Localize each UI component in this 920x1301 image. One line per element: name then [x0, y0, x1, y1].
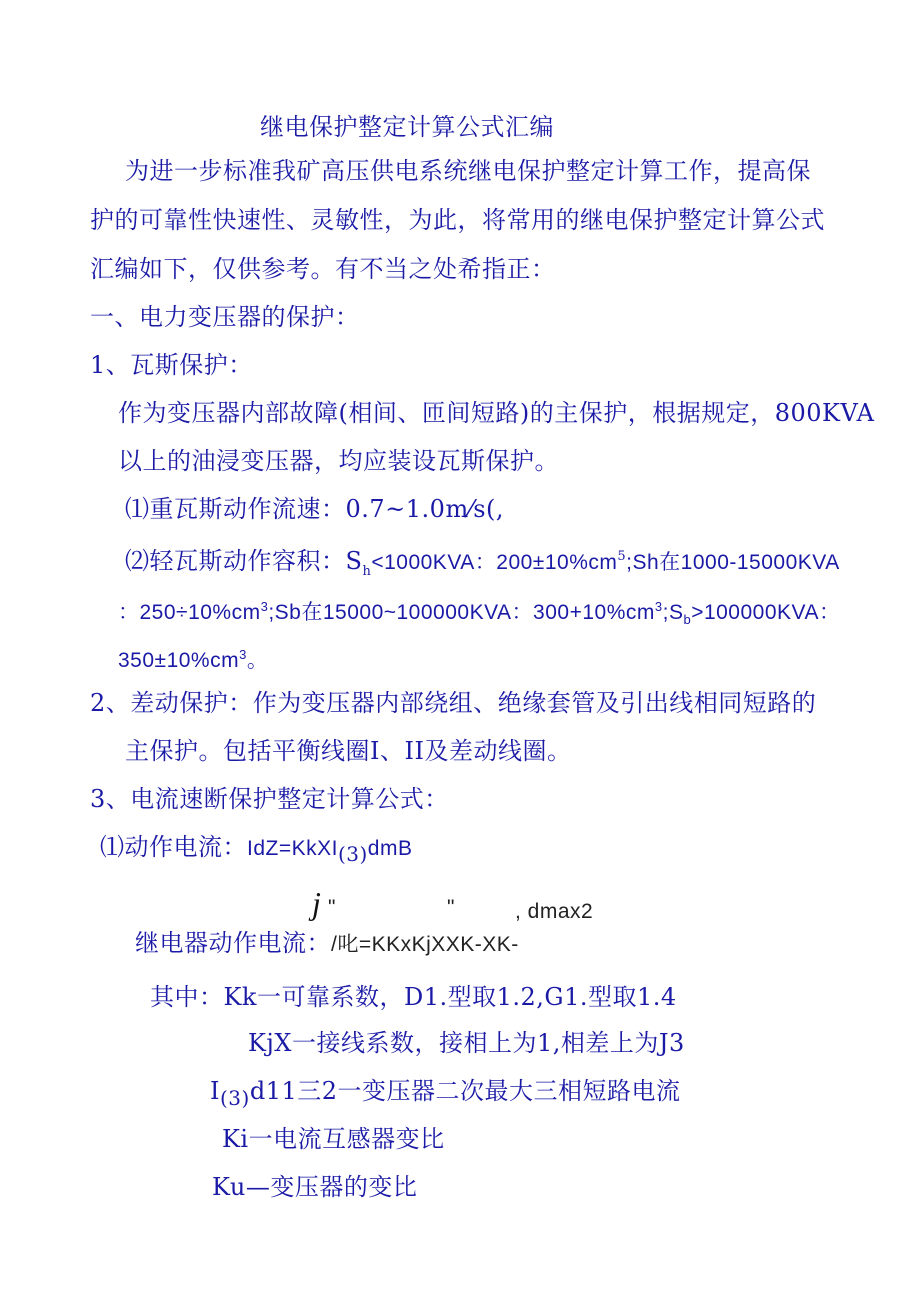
light-gas-sup-3a: 3	[260, 599, 269, 614]
relay-current-label: 继电器动作电流：	[135, 929, 331, 957]
light-gas-volume-line-2	[118, 592, 841, 635]
light-gas-value-2: ;Sh在1000-15000KVA	[626, 551, 840, 574]
where-i3-b: d11三2一变压器二次最大三相短路电流	[249, 1077, 681, 1105]
formula-fragment-quote-1: "	[328, 896, 336, 919]
action-current-formula-a: IdZ=KkXI	[247, 837, 338, 860]
intro-line-3: 汇编如下，仅供参考。有不当之处希指正：	[90, 255, 556, 283]
differential-protection-line-1: 2、差动保护：作为变压器内部绕组、绝缘套管及引出线相同短路的	[90, 689, 817, 717]
item-heading-gas-protection: 1、瓦斯保护：	[90, 351, 253, 379]
light-gas-value-3: ：250÷10%cm	[118, 601, 261, 624]
light-gas-label: ⑵轻瓦斯动作容积：S	[125, 547, 363, 575]
where-i3-a: I	[210, 1077, 220, 1105]
where-kk: Kk一可靠系数，D1.型取1.2,G1.型取1.4	[223, 983, 677, 1011]
light-gas-sup-5: 5	[617, 549, 627, 564]
light-gas-sub-b: b	[683, 612, 692, 628]
item-heading-current-quick-break: 3、电流速断保护整定计算公式：	[90, 785, 449, 813]
light-gas-sub-h: h	[362, 563, 372, 579]
where-i3-line	[210, 1076, 681, 1113]
formula-fragment-j: j	[312, 885, 322, 921]
gas-protection-desc-1: 作为变压器内部故障(相间、匝间短路)的主保护，根据规定，800KVA	[118, 399, 875, 427]
light-gas-value-1: <1000KVA：200±10%cm	[371, 551, 618, 574]
light-gas-volume-line-3	[118, 640, 268, 676]
gas-protection-desc-2: 以上的油浸变压器，均应装设瓦斯保护。	[118, 447, 559, 475]
where-kjx-line: KjX一接线系数，接相上为1,相差上为J3	[248, 1029, 685, 1057]
intro-line-1: 为进一步标准我矿高压供电系统继电保护整定计算工作，提高保	[125, 157, 811, 185]
light-gas-value-5: ;S	[662, 601, 684, 624]
light-gas-sup-3c: 3	[239, 647, 247, 662]
action-current-formula-sub: (3)	[337, 841, 368, 866]
light-gas-period: 。	[246, 649, 269, 672]
where-ki-line: Ki一电流互感器变比	[222, 1125, 445, 1153]
light-gas-value-6: >100000KVA：	[691, 601, 841, 624]
action-current-formula-b: dmB	[367, 837, 413, 860]
light-gas-value-7: 350±10%cm	[118, 649, 240, 672]
section-heading-transformer: 一、电力变压器的保护：	[90, 303, 360, 331]
action-current-label: ⑴动作电流：	[100, 833, 247, 861]
light-gas-value-4: ;Sb在15000~100000KVA：300+10%cm	[268, 601, 655, 624]
relay-current-formula: /叱=KKxKjXXK-XK-	[331, 933, 519, 956]
formula-fragment-quote-2: "	[447, 896, 455, 919]
action-current-line	[100, 832, 412, 869]
differential-protection-line-2: 主保护。包括平衡线圈I、II及差动线圈。	[125, 737, 572, 765]
where-ku-line: Ku—变压器的变比	[212, 1173, 418, 1201]
formula-fragment-dmax: , dmax2	[515, 900, 594, 923]
where-i3-sub: (3)	[219, 1085, 250, 1110]
light-gas-volume-line-1	[125, 542, 840, 587]
where-kk-line	[150, 982, 677, 1012]
where-label: 其中：	[150, 983, 224, 1011]
intro-line-2: 护的可靠性快速性、灵敏性，为此，将常用的继电保护整定计算公式	[90, 206, 825, 234]
relay-current-line	[135, 928, 519, 960]
light-gas-sup-3b: 3	[654, 599, 663, 614]
page-title: 继电保护整定计算公式汇编	[260, 113, 554, 141]
heavy-gas-speed: ⑴重瓦斯动作流速：0.7~1.0m⁄s(,	[125, 495, 505, 523]
